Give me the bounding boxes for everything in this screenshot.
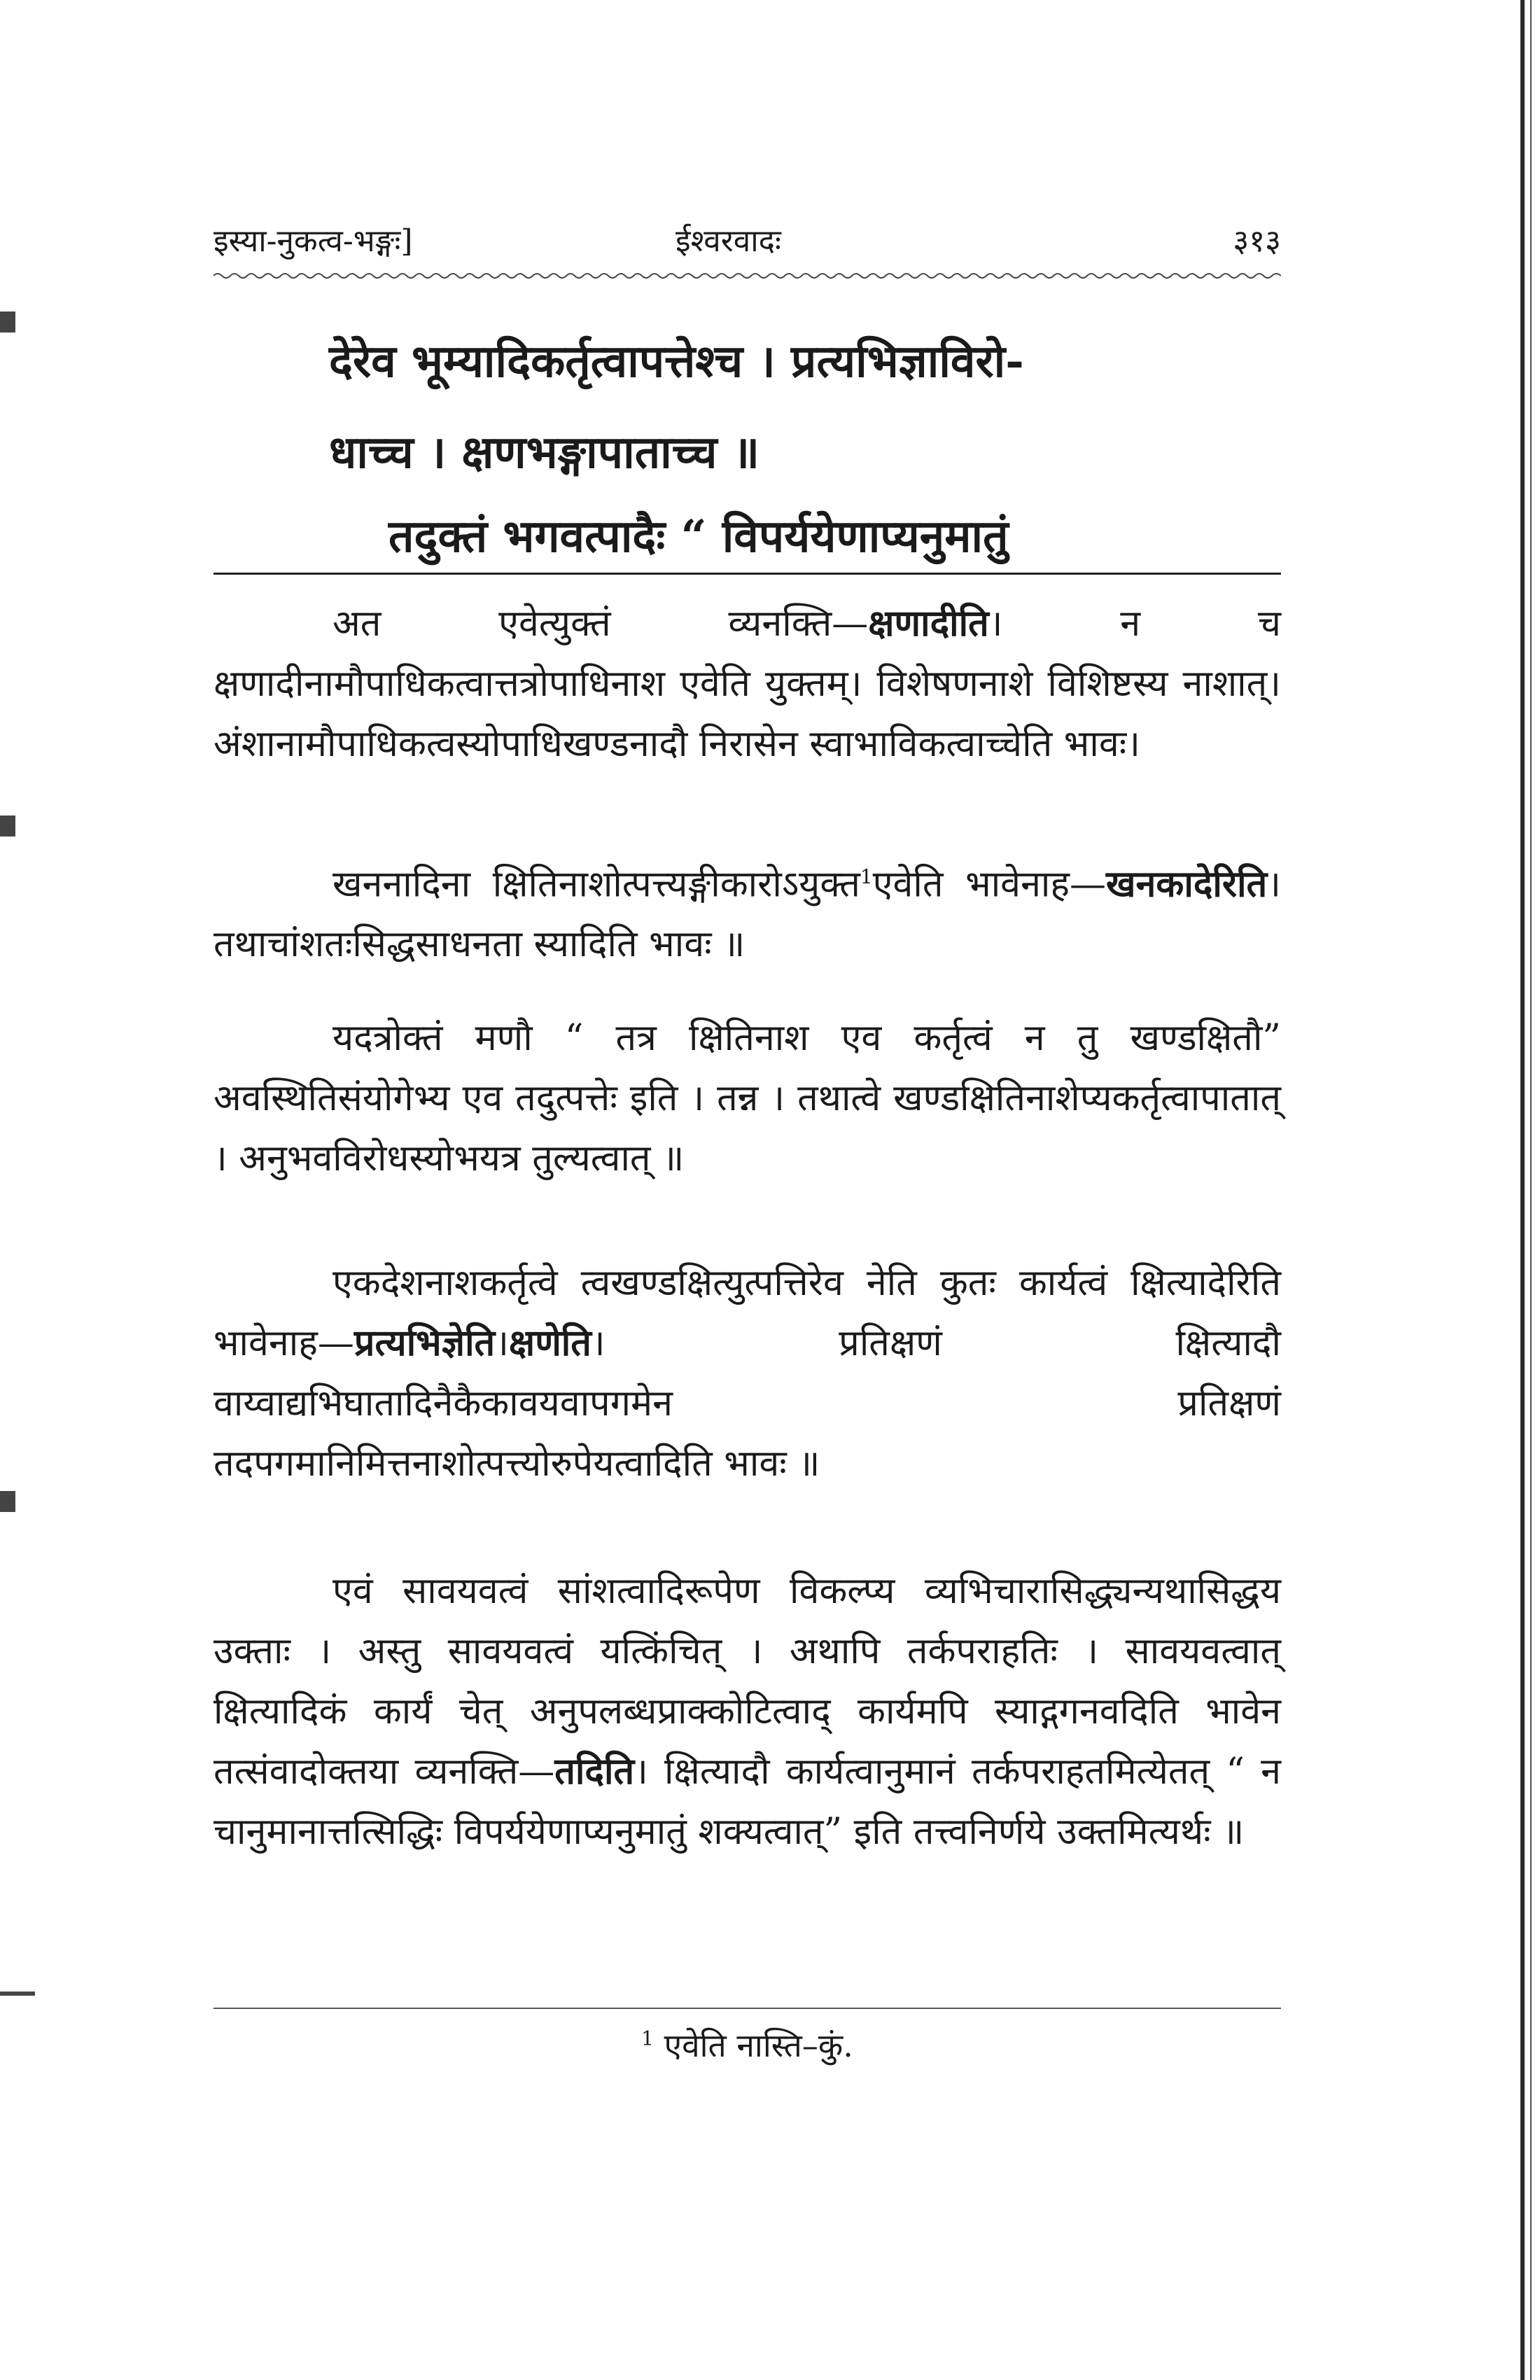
- para-text: खननादिना क्षितिनाशोत्पत्त्यङ्गीकारोऽयुक्त: [332, 863, 860, 906]
- page-edge-thin: [1530, 0, 1532, 2380]
- header-chapter-title: ईश्वरवादः: [676, 223, 781, 259]
- para-text: । प्रतिक्षणं क्षित्यादौ वाय्वाद्यभिघातादिनैकैकावयवापगमेन प्रतिक्षणं तदपगमानिमित्तनाशोत्पत्त्योरुपेयत्वादिति भावः ॥: [214, 1322, 1281, 1485]
- verse-line-2: धाच्च । क्षणभङ्गापाताच्च ॥: [329, 426, 760, 479]
- footnote-rule: [214, 2008, 1281, 2009]
- para-text: एवेति भावेनाह—: [872, 863, 1107, 906]
- commentary-paragraph: [214, 1008, 1281, 1189]
- verse-line-3: तदुक्तं भगवत्पादैः “ विपर्ययेणाप्यनुमातुं: [388, 510, 1009, 563]
- commentary-paragraph: [214, 847, 1281, 974]
- para-lemma: खनकादेरिति: [1106, 862, 1268, 906]
- para-lemma: क्षणादीति: [868, 602, 989, 645]
- para-lemma: तदिति: [554, 1750, 635, 1793]
- para-text: । न च क्षणादीनामौपाधिकत्वात्तत्रोपाधिनाश एवेति युक्तम्। विशेषणनाशे विशिष्टस्य नाशात्। अंशानामौपाधिकत्वस्योपाधिखण्डनादौ निरासेन स्वाभाविकत्वाच्चेति भावः।: [214, 603, 1281, 765]
- binding-mark: [0, 1491, 15, 1512]
- para-text: यदत्रोक्तं मणौ “ तत्र क्षितिनाश एव कर्तृत्वं न तु खण्डक्षितौ” अवस्थितिसंयोगेभ्य एव तदुत्पत्तेः इति । तन्न । तथात्वे खण्डक्षितिनाशेप्यकर्तृत्वापातात् । अनुभवविरोधस्योभयत्र तुल्यत्वात् ॥: [214, 1017, 1281, 1180]
- footnote-text: एवेति नास्ति–कुं.: [664, 2026, 853, 2064]
- binding-mark: [0, 312, 15, 332]
- verse-line-1: देरेव भूम्यादिकर्तृत्वापत्तेश्च । प्रत्यभिज्ञाविरो-: [329, 335, 1024, 388]
- para-text: अत एवेत्युक्तं व्यनक्ति—: [332, 603, 869, 645]
- running-header: [214, 210, 1281, 266]
- commentary-paragraph: [214, 1561, 1281, 1862]
- para-text: । क्षित्यादौ कार्यत्वानुमानं तर्कपराहतमित्येतत् “ न चानुमानात्तत्सिद्धिः विपर्ययेणाप्यनुमातुं शक्यत्वात्” इति तत्त्वनिर्णये उक्तमित्यर्थः ॥: [214, 1751, 1281, 1853]
- footnote: [214, 2023, 1281, 2066]
- verse-separator-rule: [214, 573, 1281, 575]
- para-lemma: क्षणेति: [508, 1322, 592, 1364]
- page-edge: [1520, 0, 1525, 2380]
- header-section-title: इस्या-नुकत्व-भङ्गः]: [214, 223, 413, 259]
- footnote-ref: 1: [860, 865, 873, 888]
- header-wavy-rule: [214, 272, 1281, 280]
- binding-mark: [0, 1991, 35, 1996]
- para-text: एकदेशनाशकर्तृत्वे त्वखण्डक्षित्युत्पत्तिरेव नेति कुतः कार्यत्वं क्षित्यादेरिति भावेनाह—: [214, 1262, 1281, 1364]
- commentary-paragraph: [214, 1253, 1281, 1494]
- para-text: । तथाचांशतःसिद्धसाधनता स्यादिति भावः ॥: [214, 863, 1281, 966]
- para-text: ।: [495, 1322, 509, 1364]
- page-number: ३१३: [1233, 223, 1281, 259]
- para-text: एवं सावयवत्वं सांशत्वादिरूपेण विकल्प्य व्यभिचारासिद्ध्यन्यथासिद्धय उक्ताः । अस्तु सावयवत्वं यत्किंचित् । अथापि तर्कपराहतिः । सावयवत्वात् क्षित्यादिकं कार्यं चेत् अनुपलब्धप्राक्कोटित्वाद् कार्यमपि स्याद्गगनवदिति भावेन तत्संवादोक्तया व्यनक्ति—: [214, 1570, 1281, 1793]
- binding-mark: [0, 816, 15, 836]
- para-lemma: प्रत्यभिज्ञेति: [354, 1322, 496, 1364]
- commentary-paragraph: [214, 594, 1281, 774]
- footnote-number: 1: [641, 2026, 654, 2050]
